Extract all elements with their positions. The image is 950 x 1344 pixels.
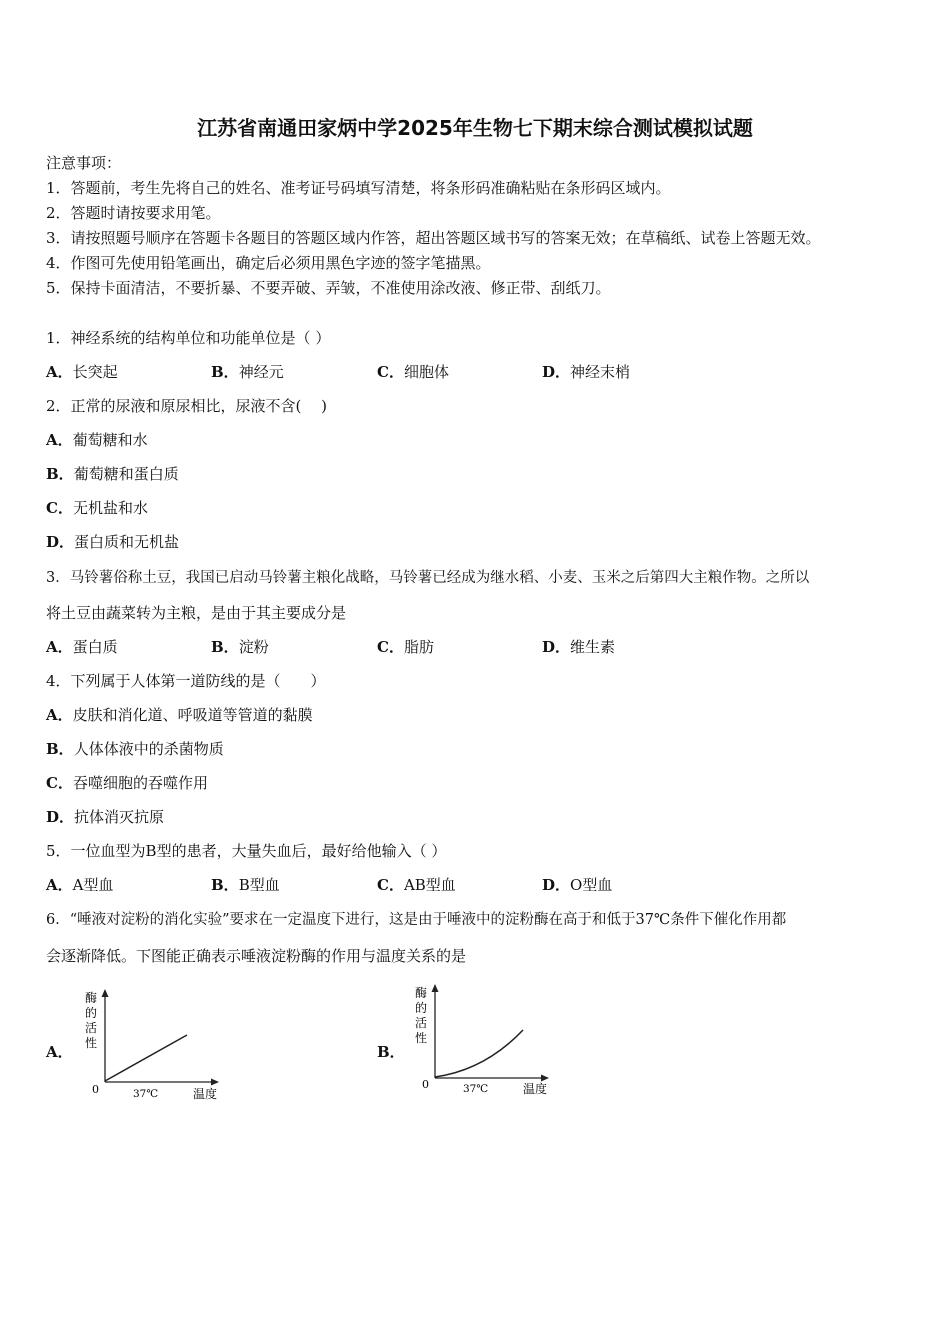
y-axis-arrow <box>102 989 109 997</box>
graph-b <box>405 980 565 1105</box>
activity-line <box>105 1035 187 1081</box>
question-5-stem: 5．一位血型为B型的患者，大量失血后，最好给他输入（ ） <box>46 842 447 860</box>
question-2-stem: 2．正常的尿液和原尿相比，尿液不含( ) <box>46 397 328 415</box>
notice-item: 5．保持卡面清洁，不要折暴、不要弄破、弄皱，不准使用涂改液、修正带、刮纸刀。 <box>46 279 611 297</box>
graph-a <box>75 985 235 1105</box>
question-4-stem: 4．下列属于人体第一道防线的是（ ） <box>46 672 326 690</box>
x-tick-label: 37℃ <box>133 1088 159 1100</box>
q1-option-d: D．神经末梢 <box>542 363 631 381</box>
y-label-char: 的 <box>415 1001 428 1015</box>
activity-curve <box>435 1030 523 1077</box>
q4-option-c: C．吞噬细胞的吞噬作用 <box>46 774 208 792</box>
q6-option-b-label: B． <box>377 1043 405 1061</box>
question-1-stem: 1．神经系统的结构单位和功能单位是（ ） <box>46 329 331 347</box>
notice-item: 2．答题时请按要求用笔。 <box>46 204 221 222</box>
notice-heading: 注意事项： <box>46 154 122 172</box>
q3-option-c: C．脂肪 <box>377 638 434 656</box>
q3-option-a: A．蛋白质 <box>46 638 118 656</box>
x-axis-arrow <box>211 1079 219 1086</box>
origin-label: 0 <box>92 1083 99 1096</box>
question-3-stem-line2: 将土豆由蔬菜转为主粮，是由于其主要成分是 <box>46 604 347 622</box>
q3-option-d: D．维生素 <box>542 638 616 656</box>
q6-option-a-label: A． <box>46 1043 73 1061</box>
q5-option-a: A．A型血 <box>46 876 114 894</box>
q1-option-b: B．神经元 <box>211 363 284 381</box>
y-label-char: 活 <box>415 1016 428 1030</box>
q4-option-b: B．人体体液中的杀菌物质 <box>46 740 224 758</box>
origin-label: 0 <box>422 1078 429 1091</box>
x-axis-label: 温度 <box>523 1082 548 1096</box>
y-axis-arrow <box>432 984 439 992</box>
notice-item: 1．答题前，考生先将自己的姓名、准考证号码填写清楚，将条形码准确粘贴在条形码区域内。 <box>46 179 671 197</box>
y-label-char: 酶 <box>85 991 98 1005</box>
x-tick-label: 37℃ <box>463 1083 489 1095</box>
q2-option-a: A．葡萄糖和水 <box>46 431 148 449</box>
y-label-char: 性 <box>85 1036 98 1050</box>
x-axis-label: 温度 <box>193 1087 218 1101</box>
y-label-char: 性 <box>415 1031 428 1045</box>
q5-option-c: C．AB型血 <box>377 876 456 894</box>
x-axis-arrow <box>541 1075 549 1082</box>
q4-option-a: A．皮肤和消化道、呼吸道等管道的黏膜 <box>46 706 313 724</box>
question-3-stem-line1: 3．马铃薯俗称土豆，我国已启动马铃薯主粮化战略，马铃薯已经成为继水稻、小麦、玉米之后第四大主粮作物。之所以 <box>46 570 810 586</box>
question-6-stem-line2: 会逐渐降低。下图能正确表示唾液淀粉酶的作用与温度关系的是 <box>46 947 467 965</box>
q1-option-c: C．细胞体 <box>377 363 449 381</box>
y-label-char: 酶 <box>415 986 428 1000</box>
q1-option-a: A．长突起 <box>46 363 118 381</box>
q2-option-b: B．葡萄糖和蛋白质 <box>46 465 179 483</box>
q5-option-d: D．O型血 <box>542 876 613 894</box>
q3-option-b: B．淀粉 <box>211 638 269 656</box>
q5-option-b: B．B型血 <box>211 876 280 894</box>
q4-option-d: D．抗体消灭抗原 <box>46 808 165 826</box>
page-title: 江苏省南通田家炳中学2025年生物七下期末综合测试模拟试题 <box>197 116 753 140</box>
question-6-stem-line1: 6．“唾液对淀粉的消化实验”要求在一定温度下进行，这是由于唾液中的淀粉酶在高于和低于37℃条件下催化作用都 <box>46 912 787 928</box>
notice-item: 3．请按照题号顺序在答题卡各题目的答题区域内作答，超出答题区域书写的答案无效；在草稿纸、试卷上答题无效。 <box>46 229 821 247</box>
q2-option-d: D．蛋白质和无机盐 <box>46 533 180 551</box>
q2-option-c: C．无机盐和水 <box>46 499 148 517</box>
y-label-char: 的 <box>85 1006 98 1020</box>
notice-item: 4．作图可先使用铅笔画出，确定后必须用黑色字迹的签字笔描黑。 <box>46 254 491 272</box>
y-label-char: 活 <box>85 1021 98 1035</box>
